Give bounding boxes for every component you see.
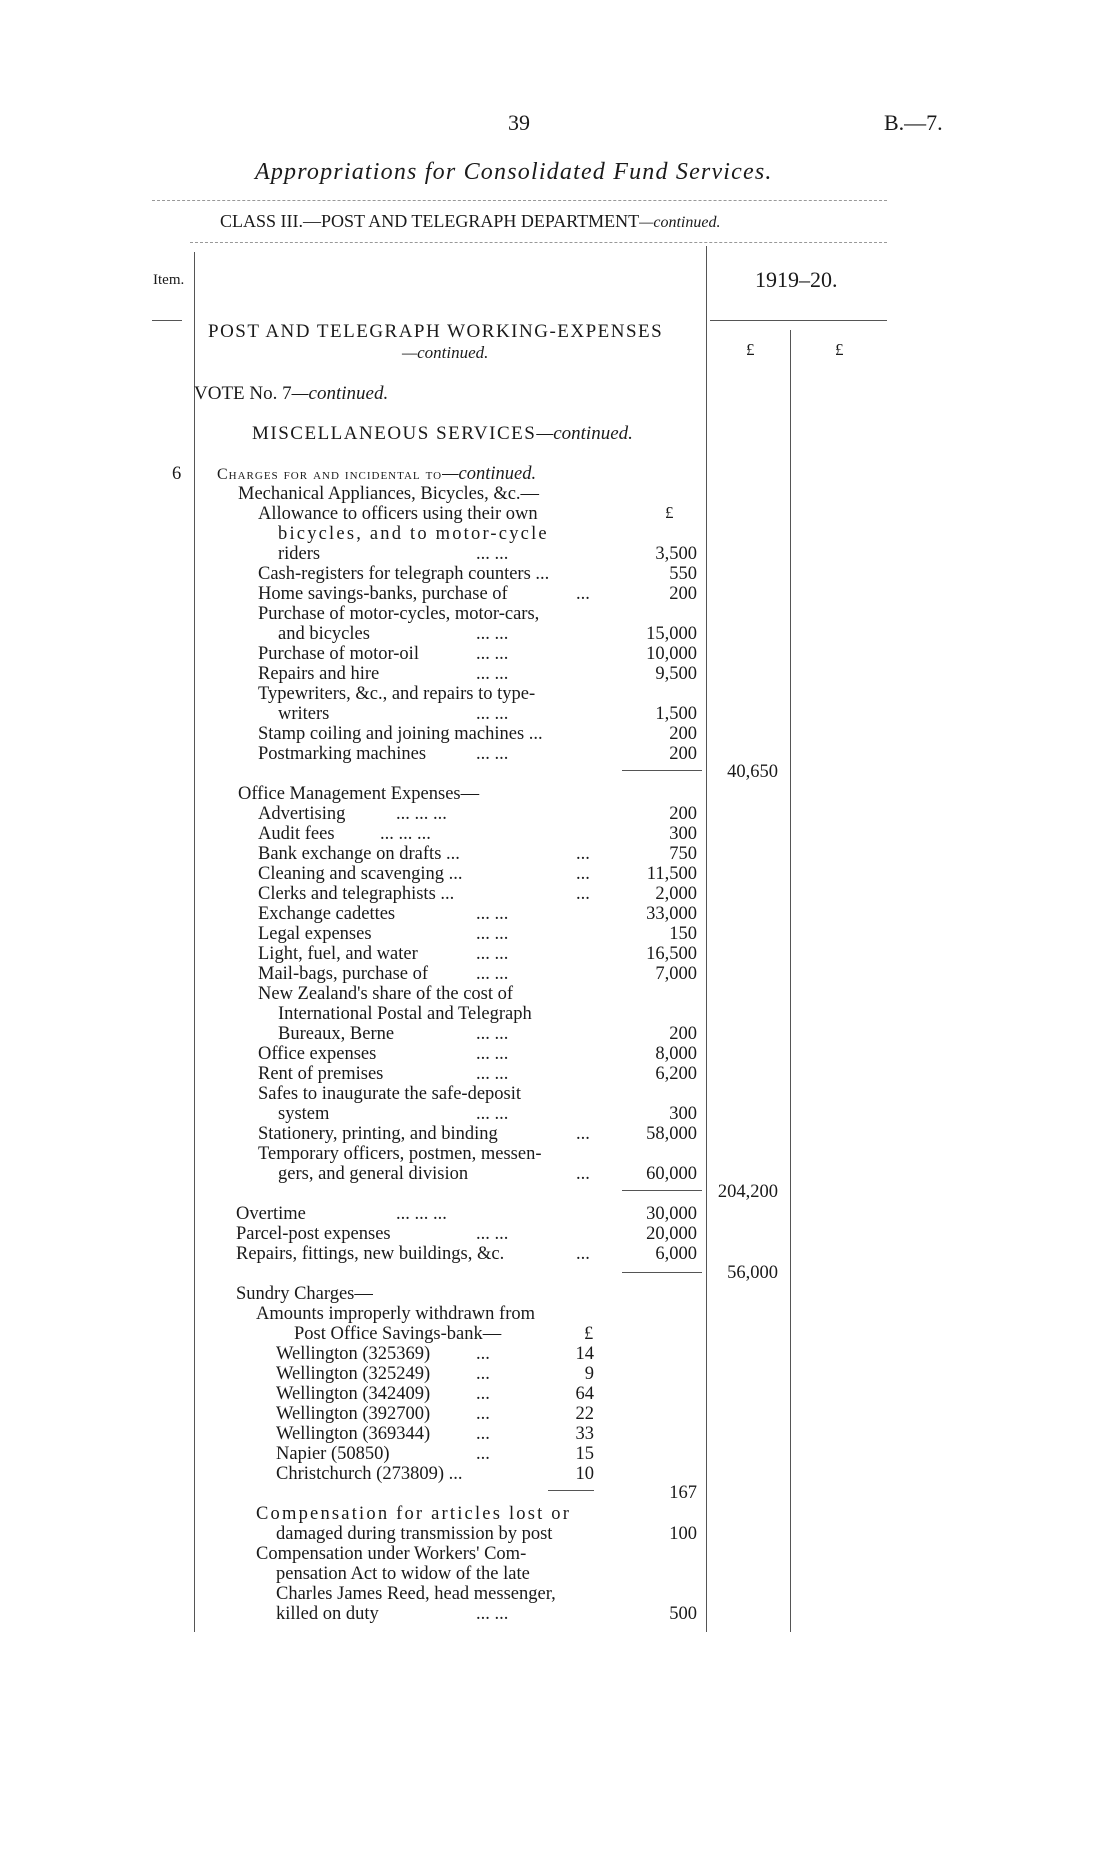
other-row-dots: ... <box>576 1244 590 1264</box>
charges-heading-continued: —continued. <box>442 464 537 484</box>
office-row-dots: ... ... ... <box>396 804 447 824</box>
account-label: Wellington (325369) <box>276 1344 431 1364</box>
office-safes-l1: Safes to inaugurate the safe-deposit <box>258 1084 522 1104</box>
sundry-accounts-total: 167 <box>669 1483 697 1503</box>
other-row-value: 20,000 <box>646 1224 697 1244</box>
mech-typewriters-value: 1,500 <box>655 704 697 724</box>
account-label: Wellington (342409) <box>276 1384 431 1404</box>
section-heading <box>208 322 663 341</box>
compensation-articles-value: 100 <box>669 1524 697 1544</box>
office-nz-share-l2: International Postal and Telegraph <box>278 1004 532 1024</box>
account-value: 9 <box>584 1364 594 1384</box>
item-number: 6 <box>172 464 182 484</box>
office-row-dots: ... <box>576 864 590 884</box>
mech-typewriters-dots: ... ... <box>476 704 509 724</box>
other-row-dots: ... ... <box>476 1224 509 1244</box>
office-stationery-value: 58,000 <box>646 1124 697 1144</box>
office-row-dots: ... ... <box>476 1064 509 1084</box>
subsection-heading-main: MISCELLANEOUS SERVICES <box>252 423 537 444</box>
mech-motorcycles-l1: Purchase of motor-cycles, motor-cars, <box>258 604 540 624</box>
mech-postmarking-value: 200 <box>669 744 697 764</box>
office-row-value: 33,000 <box>646 904 697 924</box>
mech-home-savings-dots: ... <box>576 584 590 604</box>
mech-cash-registers-label: Cash-registers for telegraph counters ... <box>258 564 550 584</box>
document-reference: B.—7. <box>884 110 943 135</box>
pound-sign-items: £ <box>665 503 674 522</box>
mech-motor-oil-dots: ... ... <box>476 644 509 664</box>
pound-header-2: £ <box>835 340 844 359</box>
charges-heading-main: Charges for and incidental to <box>217 466 443 483</box>
account-dots: ... <box>476 1364 490 1384</box>
account-value: 10 <box>575 1464 594 1484</box>
compensation-articles-l2: damaged during transmission by post <box>276 1524 553 1544</box>
account-dots: ... <box>476 1444 490 1464</box>
office-row-dots: ... ... <box>476 944 509 964</box>
office-row-label: Audit fees <box>258 824 335 844</box>
account-dots: ... <box>476 1404 490 1424</box>
mech-postmarking-dots: ... ... <box>476 744 509 764</box>
page-number: 39 <box>508 110 530 135</box>
office-nz-share-l3: Bureaux, Berne <box>278 1024 395 1044</box>
subsection-heading <box>252 424 633 443</box>
office-row-dots: ... ... <box>476 924 509 944</box>
mech-repairs-label: Repairs and hire <box>258 664 380 684</box>
mech-home-savings-label: Home savings-banks, purchase of <box>258 584 508 604</box>
office-row-value: 150 <box>669 924 697 944</box>
office-row-value: 16,500 <box>646 944 697 964</box>
mech-motorcycles-value: 15,000 <box>646 624 697 644</box>
mech-allowance-l3: riders <box>278 544 321 564</box>
class-heading-main: CLASS III.—POST AND TELEGRAPH DEPARTMENT <box>220 211 640 231</box>
mech-allowance-l1: Allowance to officers using their own <box>258 504 538 524</box>
office-stationery-label: Stationery, printing, and binding <box>258 1124 498 1144</box>
office-row-value: 2,000 <box>655 884 697 904</box>
office-row-label: Bank exchange on drafts ... <box>258 844 460 864</box>
item-column-header: Item. <box>153 272 185 288</box>
mech-typewriters-l2: writers <box>278 704 330 724</box>
mech-cash-registers-value: 550 <box>669 564 697 584</box>
year-column-header: 1919–20. <box>755 267 838 292</box>
office-temporary-l2: gers, and general division <box>278 1164 469 1184</box>
mech-repairs-value: 9,500 <box>655 664 697 684</box>
vote-heading <box>194 384 388 403</box>
mech-postmarking-label: Postmarking machines <box>258 744 427 764</box>
mech-repairs-dots: ... ... <box>476 664 509 684</box>
account-value: 64 <box>575 1384 594 1404</box>
office-heading: Office Management Expenses— <box>238 784 480 804</box>
mech-home-savings-value: 200 <box>669 584 697 604</box>
pound-header-1: £ <box>746 340 755 359</box>
office-safes-value: 300 <box>669 1104 697 1124</box>
account-dots: ... <box>476 1384 490 1404</box>
office-row-value: 7,000 <box>655 964 697 984</box>
compensation-workers-value: 500 <box>669 1604 697 1624</box>
sundry-heading: Sundry Charges— <box>236 1284 373 1304</box>
account-label: Napier (50850) <box>276 1444 390 1464</box>
class-heading <box>220 212 720 231</box>
mech-heading: Mechanical Appliances, Bicycles, &c.— <box>238 484 540 504</box>
other-row-dots: ... ... ... <box>396 1204 447 1224</box>
office-row-value: 200 <box>669 804 697 824</box>
mech-total: 40,650 <box>727 762 778 782</box>
account-dots: ... <box>476 1424 490 1444</box>
office-safes-dots: ... ... <box>476 1104 509 1124</box>
office-row-dots: ... ... ... <box>380 824 431 844</box>
vote-heading-main: VOTE No. 7 <box>194 383 292 404</box>
compensation-workers-l2: pensation Act to widow of the late <box>276 1564 530 1584</box>
other-row-value: 30,000 <box>646 1204 697 1224</box>
other-row-label: Repairs, fittings, new buildings, &c. <box>236 1244 505 1264</box>
account-label: Christchurch (273809) ... <box>276 1464 463 1484</box>
account-value: 22 <box>575 1404 594 1424</box>
office-row-dots: ... <box>576 844 590 864</box>
office-nz-share-dots: ... ... <box>476 1024 509 1044</box>
other-row-value: 6,000 <box>655 1244 697 1264</box>
sundry-pound-sign: £ <box>584 1324 594 1344</box>
compensation-workers-l4: killed on duty <box>276 1604 379 1624</box>
office-row-value: 300 <box>669 824 697 844</box>
office-stationery-dots: ... <box>576 1124 590 1144</box>
office-nz-share-l1: New Zealand's share of the cost of <box>258 984 514 1004</box>
office-row-dots: ... ... <box>476 904 509 924</box>
mech-allowance-l2: bicycles, and to motor-cycle <box>278 524 549 544</box>
mech-motor-oil-value: 10,000 <box>646 644 697 664</box>
office-row-dots: ... ... <box>476 1044 509 1064</box>
office-row-label: Office expenses <box>258 1044 377 1064</box>
office-temporary-dots: ... <box>576 1164 590 1184</box>
account-label: Wellington (392700) <box>276 1404 431 1424</box>
office-temporary-l1: Temporary officers, postmen, messen- <box>258 1144 542 1164</box>
mech-motor-oil-label: Purchase of motor-oil <box>258 644 419 664</box>
subsection-heading-continued: —continued. <box>536 423 633 444</box>
compensation-workers-l3: Charles James Reed, head messenger, <box>276 1584 556 1604</box>
office-row-value: 8,000 <box>655 1044 697 1064</box>
office-row-value: 6,200 <box>655 1064 697 1084</box>
office-row-dots: ... ... <box>476 964 509 984</box>
mech-typewriters-l1: Typewriters, &c., and repairs to type- <box>258 684 536 704</box>
mech-stamp-label: Stamp coiling and joining machines ... <box>258 724 543 744</box>
mech-stamp-value: 200 <box>669 724 697 744</box>
sundry-amounts-l2: Post Office Savings-bank— <box>294 1324 502 1344</box>
section-heading-main: POST AND TELEGRAPH WORKING-EXPENSES <box>208 321 664 342</box>
office-row-value: 11,500 <box>646 864 697 884</box>
sundry-amounts-l1: Amounts improperly withdrawn from <box>256 1304 535 1324</box>
page-title: Appropriations for Consolidated Fund Services. <box>255 159 773 185</box>
mech-allowance-dots: ... ... <box>476 544 509 564</box>
other-row-label: Parcel-post expenses <box>236 1224 391 1244</box>
other-total: 56,000 <box>727 1263 778 1283</box>
account-value: 14 <box>575 1344 594 1364</box>
office-row-dots: ... <box>576 884 590 904</box>
office-temporary-value: 60,000 <box>646 1164 697 1184</box>
class-heading-continued: —continued. <box>639 214 721 231</box>
account-label: Wellington (325249) <box>276 1364 431 1384</box>
office-row-value: 750 <box>669 844 697 864</box>
compensation-articles-l1: Compensation for articles lost or <box>256 1504 572 1524</box>
account-value: 33 <box>575 1424 594 1444</box>
compensation-workers-dots: ... ... <box>476 1604 509 1624</box>
account-dots: ... <box>476 1344 490 1364</box>
office-safes-l2: system <box>278 1104 330 1124</box>
mech-allowance-value: 3,500 <box>655 544 697 564</box>
office-row-label: Rent of premises <box>258 1064 384 1084</box>
compensation-workers-l1: Compensation under Workers' Com- <box>256 1544 527 1564</box>
section-heading-continued: —continued. <box>402 343 489 362</box>
office-row-label: Cleaning and scavenging ... <box>258 864 463 884</box>
office-total: 204,200 <box>717 1182 778 1202</box>
office-row-label: Legal expenses <box>258 924 372 944</box>
office-nz-share-value: 200 <box>669 1024 697 1044</box>
office-row-label: Clerks and telegraphists ... <box>258 884 455 904</box>
account-label: Wellington (369344) <box>276 1424 431 1444</box>
office-row-label: Light, fuel, and water <box>258 944 418 964</box>
vote-heading-continued: —continued. <box>291 383 389 404</box>
charges-heading <box>217 465 536 484</box>
office-row-label: Advertising <box>258 804 346 824</box>
office-row-label: Mail-bags, purchase of <box>258 964 429 984</box>
mech-motorcycles-dots: ... ... <box>476 624 509 644</box>
office-row-label: Exchange cadettes <box>258 904 396 924</box>
account-value: 15 <box>575 1444 594 1464</box>
other-row-label: Overtime <box>236 1204 306 1224</box>
mech-motorcycles-l2: and bicycles <box>278 624 370 644</box>
